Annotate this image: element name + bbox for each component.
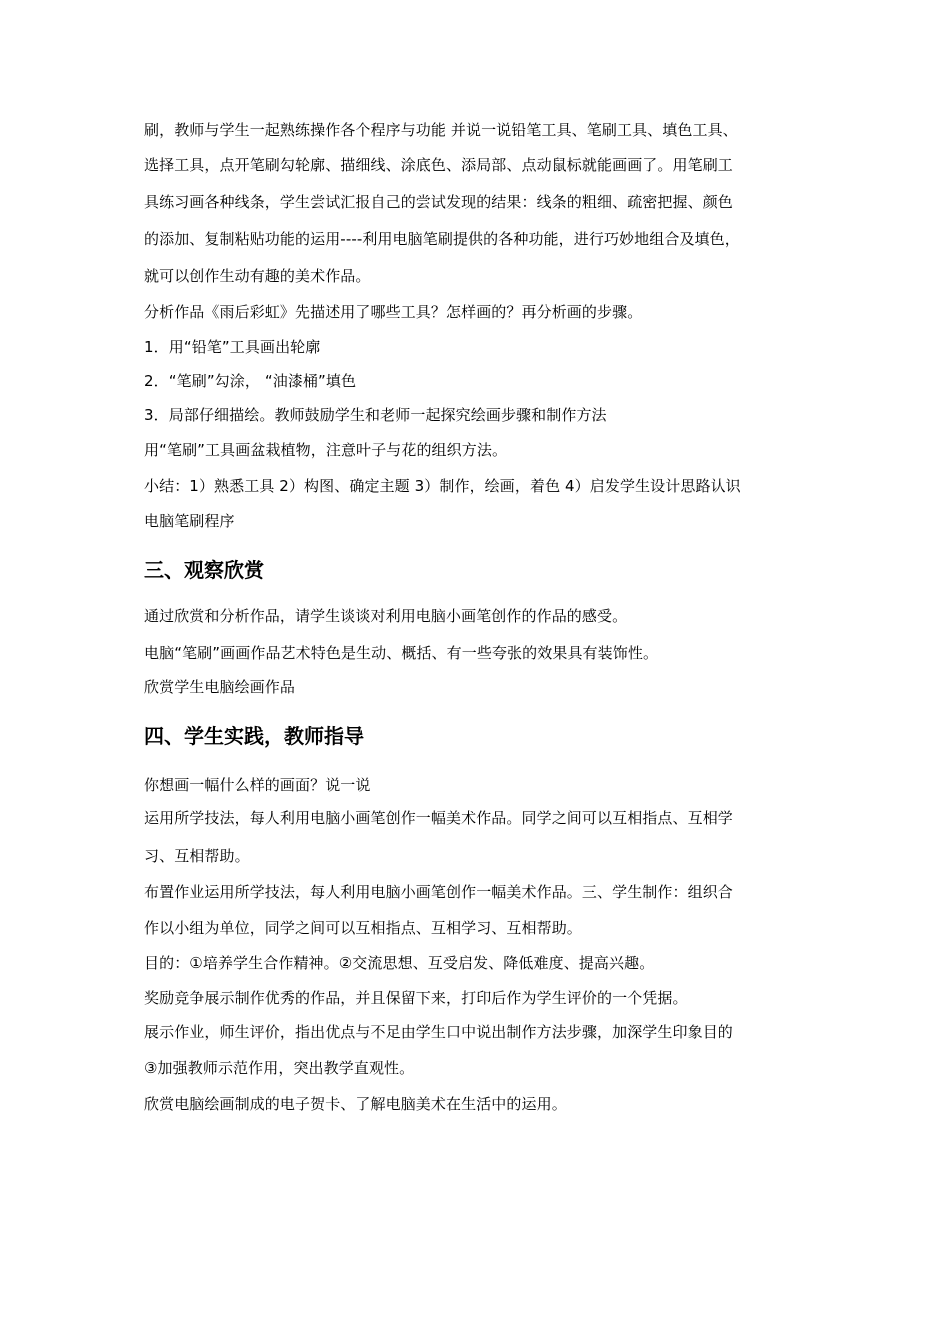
list-item: 3．局部仔细描绘。教师鼓励学生和老师一起探究绘画步骤和制作方法 — [144, 406, 607, 424]
list-item: 2．“笔刷”勾涂， “油漆桶”填色 — [144, 372, 357, 390]
list-item: 1．用“铅笔”工具画出轮廓 — [144, 338, 321, 356]
paragraph-line: 习、互相帮助。 — [144, 847, 250, 865]
paragraph-line: 展示作业，师生评价，指出优点与不足由学生口中说出制作方法步骤，加深学生印象目的 — [144, 1023, 733, 1041]
paragraph-line: 用“笔刷”工具画盆栽植物，注意叶子与花的组织方法。 — [144, 441, 508, 459]
paragraph-line: 电脑“笔刷”画画作品艺术特色是生动、概括、有一些夸张的效果具有装饰性。 — [144, 644, 659, 662]
paragraph-line: 运用所学技法，每人利用电脑小画笔创作一幅美术作品。同学之间可以互相指点、互相学 — [144, 809, 733, 827]
paragraph-line: 欣赏电脑绘画制成的电子贺卡、了解电脑美术在生活中的运用。 — [144, 1095, 567, 1113]
paragraph-line: 你想画一幅什么样的画面？说一说 — [144, 776, 371, 794]
paragraph-line: 欣赏学生电脑绘画作品 — [144, 678, 296, 696]
paragraph-line: 通过欣赏和分析作品，请学生谈谈对利用电脑小画笔创作的作品的感受。 — [144, 607, 628, 625]
paragraph-line: 具练习画各种线条，学生尝试汇报自己的尝试发现的结果：线条的粗细、疏密把握、颜色 — [144, 193, 733, 211]
paragraph-line: 就可以创作生动有趣的美术作品。 — [144, 267, 371, 285]
paragraph-line: 的添加、复制粘贴功能的运用----利用电脑笔刷提供的各种功能，进行巧妙地组合及填色， — [144, 230, 740, 248]
summary-line: 电脑笔刷程序 — [144, 512, 235, 530]
section-heading: 四、学生实践，教师指导 — [144, 724, 364, 748]
summary-line: 小结：1）熟悉工具 2）构图、确定主题 3）制作，绘画，着色 4）启发学生设计思路认识 — [144, 477, 741, 495]
paragraph-line: 刷，教师与学生一起熟练操作各个程序与功能 并说一说铅笔工具、笔刷工具、填色工具、 — [144, 121, 738, 139]
paragraph-line: 布置作业运用所学技法，每人利用电脑小画笔创作一幅美术作品。三、学生制作：组织合 — [144, 883, 733, 901]
paragraph-line: 选择工具，点开笔刷勾轮廓、描细线、涂底色、添局部、点动鼠标就能画画了。用笔刷工 — [144, 156, 733, 174]
paragraph-line: 奖励竞争展示制作优秀的作品，并且保留下来，打印后作为学生评价的一个凭据。 — [144, 989, 688, 1007]
paragraph-line: 分析作品《雨后彩虹》先描述用了哪些工具？怎样画的？再分析画的步骤。 — [144, 303, 643, 321]
paragraph-line: ③加强教师示范作用，突出教学直观性。 — [144, 1059, 415, 1077]
paragraph-line: 目的：①培养学生合作精神。②交流思想、互受启发、降低难度、提高兴趣。 — [144, 954, 655, 972]
paragraph-line: 作以小组为单位，同学之间可以互相指点、互相学习、互相帮助。 — [144, 919, 582, 937]
section-heading: 三、观察欣赏 — [144, 558, 264, 582]
